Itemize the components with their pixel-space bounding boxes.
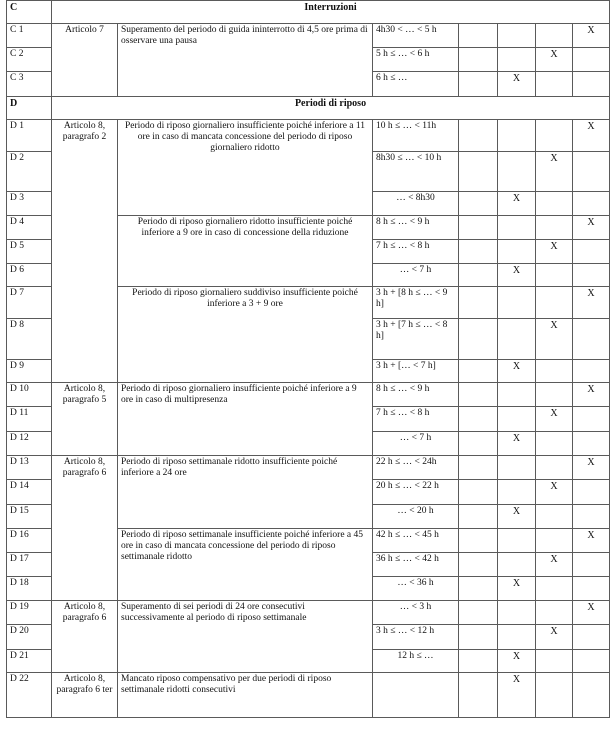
infringement-code: D 9 bbox=[7, 360, 52, 383]
severity-mark-3 bbox=[536, 529, 573, 553]
threshold-value: 3 h + [8 h ≤ … < 9 h] bbox=[373, 287, 459, 319]
severity-mark-2 bbox=[498, 216, 536, 240]
infringement-code: D 11 bbox=[7, 407, 52, 432]
table-row bbox=[7, 383, 610, 407]
threshold-value: 10 h ≤ … < 11h bbox=[373, 120, 459, 152]
severity-mark-1 bbox=[459, 601, 498, 625]
severity-mark-3: X bbox=[536, 480, 573, 505]
severity-mark-1 bbox=[459, 456, 498, 480]
severity-mark-2: X bbox=[498, 577, 536, 601]
infringement-code: D 3 bbox=[7, 192, 52, 216]
severity-mark-1 bbox=[459, 72, 498, 97]
infringement-code: D 1 bbox=[7, 120, 52, 152]
threshold-value: 20 h ≤ … < 22 h bbox=[373, 480, 459, 505]
table-row bbox=[7, 120, 610, 152]
severity-mark-3: X bbox=[536, 48, 573, 72]
infringement-code: D 20 bbox=[7, 625, 52, 650]
severity-mark-2 bbox=[498, 529, 536, 553]
threshold-value: … < 36 h bbox=[373, 577, 459, 601]
severity-mark-1 bbox=[459, 240, 498, 264]
threshold-value: 6 h ≤ … bbox=[373, 72, 459, 97]
threshold-value: 5 h ≤ … < 6 h bbox=[373, 48, 459, 72]
severity-mark-1 bbox=[459, 407, 498, 432]
severity-mark-2: X bbox=[498, 650, 536, 673]
section-title: Interruzioni bbox=[52, 1, 610, 24]
infringement-description: Periodo di riposo giornaliero suddiviso insufficiente poiché inferiore a 3 + 9 ore bbox=[118, 287, 373, 383]
infringement-code: D 18 bbox=[7, 577, 52, 601]
severity-mark-2: X bbox=[498, 505, 536, 529]
severity-mark-1 bbox=[459, 192, 498, 216]
severity-mark-2 bbox=[498, 601, 536, 625]
infringement-description: Periodo di riposo settimanale ridotto insufficiente poiché inferiore a 24 ore bbox=[118, 456, 373, 529]
infringement-code: C 1 bbox=[7, 24, 52, 48]
severity-mark-3 bbox=[536, 216, 573, 240]
severity-mark-2 bbox=[498, 287, 536, 319]
severity-mark-1 bbox=[459, 650, 498, 673]
severity-mark-2: X bbox=[498, 192, 536, 216]
infringement-code: D 15 bbox=[7, 505, 52, 529]
infringement-code: D 2 bbox=[7, 152, 52, 192]
severity-mark-3: X bbox=[536, 407, 573, 432]
severity-mark-2 bbox=[498, 319, 536, 360]
severity-mark-4 bbox=[573, 553, 610, 577]
severity-mark-1 bbox=[459, 577, 498, 601]
severity-mark-4: X bbox=[573, 601, 610, 625]
threshold-value: 36 h ≤ … < 42 h bbox=[373, 553, 459, 577]
severity-mark-2 bbox=[498, 152, 536, 192]
infringement-code: D 21 bbox=[7, 650, 52, 673]
section-header-row bbox=[7, 1, 610, 24]
severity-mark-4 bbox=[573, 673, 610, 718]
infringement-code: D 4 bbox=[7, 216, 52, 240]
infringement-code: C 3 bbox=[7, 72, 52, 97]
severity-mark-2 bbox=[498, 383, 536, 407]
infringement-code: D 8 bbox=[7, 319, 52, 360]
severity-mark-3: X bbox=[536, 553, 573, 577]
severity-mark-4: X bbox=[573, 383, 610, 407]
severity-mark-4 bbox=[573, 152, 610, 192]
article-reference: Articolo 8, paragrafo 6 bbox=[52, 456, 118, 601]
threshold-value: … < 7 h bbox=[373, 432, 459, 456]
severity-mark-4: X bbox=[573, 529, 610, 553]
infringement-code: D 14 bbox=[7, 480, 52, 505]
severity-mark-1 bbox=[459, 432, 498, 456]
severity-mark-4: X bbox=[573, 287, 610, 319]
document-page bbox=[6, 0, 609, 730]
severity-mark-3 bbox=[536, 432, 573, 456]
threshold-value bbox=[373, 673, 459, 718]
severity-mark-3 bbox=[536, 505, 573, 529]
severity-mark-4 bbox=[573, 505, 610, 529]
infringement-code: D 6 bbox=[7, 264, 52, 287]
severity-mark-1 bbox=[459, 152, 498, 192]
section-title: Periodi di riposo bbox=[52, 97, 610, 120]
severity-mark-4 bbox=[573, 360, 610, 383]
infringement-description: Superamento del periodo di guida ininterrotto di 4,5 ore prima di osservare una pausa bbox=[118, 24, 373, 97]
severity-mark-2 bbox=[498, 407, 536, 432]
severity-mark-1 bbox=[459, 383, 498, 407]
severity-mark-2 bbox=[498, 120, 536, 152]
severity-mark-2 bbox=[498, 48, 536, 72]
severity-mark-3 bbox=[536, 577, 573, 601]
section-header-row bbox=[7, 97, 610, 120]
severity-mark-4: X bbox=[573, 24, 610, 48]
severity-mark-1 bbox=[459, 287, 498, 319]
severity-mark-3 bbox=[536, 287, 573, 319]
threshold-value: 7 h ≤ … < 8 h bbox=[373, 407, 459, 432]
severity-mark-3 bbox=[536, 383, 573, 407]
severity-mark-4 bbox=[573, 650, 610, 673]
severity-mark-1 bbox=[459, 673, 498, 718]
severity-mark-4 bbox=[573, 480, 610, 505]
severity-mark-4 bbox=[573, 407, 610, 432]
severity-mark-2: X bbox=[498, 673, 536, 718]
severity-mark-2 bbox=[498, 553, 536, 577]
severity-mark-1 bbox=[459, 553, 498, 577]
severity-mark-4 bbox=[573, 264, 610, 287]
threshold-value: … < 3 h bbox=[373, 601, 459, 625]
threshold-value: 3 h ≤ … < 12 h bbox=[373, 625, 459, 650]
severity-mark-3 bbox=[536, 650, 573, 673]
severity-mark-2 bbox=[498, 456, 536, 480]
table-row bbox=[7, 24, 610, 48]
infringement-code: D 5 bbox=[7, 240, 52, 264]
table-row bbox=[7, 601, 610, 625]
infringement-code: D 19 bbox=[7, 601, 52, 625]
severity-mark-2 bbox=[498, 480, 536, 505]
infringement-description: Periodo di riposo settimanale insufficiente poiché inferiore a 45 ore in caso di mancata concessione del periodo di riposo settimanale ridotto bbox=[118, 529, 373, 601]
infringement-description: Periodo di riposo giornaliero ridotto insufficiente poiché inferiore a 9 ore in caso di concessione della riduzione bbox=[118, 216, 373, 287]
severity-mark-4 bbox=[573, 72, 610, 97]
severity-mark-3 bbox=[536, 601, 573, 625]
infringement-code: C 2 bbox=[7, 48, 52, 72]
threshold-value: 7 h ≤ … < 8 h bbox=[373, 240, 459, 264]
severity-mark-2: X bbox=[498, 264, 536, 287]
infringement-description: Mancato riposo compensativo per due periodi di riposo settimanale ridotti consecutivi bbox=[118, 673, 373, 718]
infringement-code: D 13 bbox=[7, 456, 52, 480]
severity-mark-3: X bbox=[536, 625, 573, 650]
section-code: D bbox=[7, 97, 52, 120]
infringement-code: D 22 bbox=[7, 673, 52, 718]
article-reference: Articolo 7 bbox=[52, 24, 118, 97]
severity-mark-3 bbox=[536, 264, 573, 287]
severity-mark-2 bbox=[498, 24, 536, 48]
severity-mark-1 bbox=[459, 360, 498, 383]
infringement-code: D 7 bbox=[7, 287, 52, 319]
severity-mark-3 bbox=[536, 24, 573, 48]
severity-mark-2 bbox=[498, 625, 536, 650]
severity-mark-2: X bbox=[498, 360, 536, 383]
severity-mark-1 bbox=[459, 480, 498, 505]
threshold-value: 3 h + [7 h ≤ … < 8 h] bbox=[373, 319, 459, 360]
severity-mark-4 bbox=[573, 319, 610, 360]
severity-mark-4: X bbox=[573, 456, 610, 480]
article-reference: Articolo 8, paragrafo 6 bbox=[52, 601, 118, 673]
table-row bbox=[7, 456, 610, 480]
severity-mark-1 bbox=[459, 24, 498, 48]
severity-mark-1 bbox=[459, 319, 498, 360]
severity-mark-3 bbox=[536, 120, 573, 152]
severity-mark-3: X bbox=[536, 152, 573, 192]
threshold-value: 12 h ≤ … bbox=[373, 650, 459, 673]
threshold-value: 42 h ≤ … < 45 h bbox=[373, 529, 459, 553]
infringement-code: D 17 bbox=[7, 553, 52, 577]
threshold-value: … < 20 h bbox=[373, 505, 459, 529]
section-code: C bbox=[7, 1, 52, 24]
article-reference: Articolo 8, paragrafo 6 ter bbox=[52, 673, 118, 718]
severity-mark-3 bbox=[536, 72, 573, 97]
infringement-code: D 10 bbox=[7, 383, 52, 407]
infringement-description: Superamento di sei periodi di 24 ore consecutivi successivamente al periodo di riposo settimanale bbox=[118, 601, 373, 673]
table-row bbox=[7, 673, 610, 718]
severity-mark-4 bbox=[573, 432, 610, 456]
infringement-code: D 12 bbox=[7, 432, 52, 456]
severity-mark-3 bbox=[536, 192, 573, 216]
severity-mark-2: X bbox=[498, 72, 536, 97]
threshold-value: 3 h + [… < 7 h] bbox=[373, 360, 459, 383]
threshold-value: 8 h ≤ … < 9 h bbox=[373, 383, 459, 407]
severity-mark-1 bbox=[459, 120, 498, 152]
severity-mark-4: X bbox=[573, 120, 610, 152]
severity-mark-4 bbox=[573, 577, 610, 601]
threshold-value: 8 h ≤ … < 9 h bbox=[373, 216, 459, 240]
severity-mark-3: X bbox=[536, 240, 573, 264]
severity-mark-3 bbox=[536, 360, 573, 383]
severity-mark-1 bbox=[459, 216, 498, 240]
infringement-table bbox=[6, 0, 610, 718]
infringement-description: Periodo di riposo giornaliero insufficiente poiché inferiore a 11 ore in caso di mancata concessione del periodo di riposo giornaliero ridotto bbox=[118, 120, 373, 216]
severity-mark-4 bbox=[573, 48, 610, 72]
article-reference: Articolo 8, paragrafo 5 bbox=[52, 383, 118, 456]
article-reference: Articolo 8, paragrafo 2 bbox=[52, 120, 118, 383]
severity-mark-4 bbox=[573, 625, 610, 650]
severity-mark-4: X bbox=[573, 216, 610, 240]
threshold-value: … < 7 h bbox=[373, 264, 459, 287]
severity-mark-3: X bbox=[536, 319, 573, 360]
severity-mark-4 bbox=[573, 192, 610, 216]
severity-mark-4 bbox=[573, 240, 610, 264]
severity-mark-2 bbox=[498, 240, 536, 264]
threshold-value: 22 h ≤ … < 24h bbox=[373, 456, 459, 480]
infringement-description: Periodo di riposo giornaliero insufficiente poiché inferiore a 9 ore in caso di multipresenza bbox=[118, 383, 373, 456]
threshold-value: … < 8h30 bbox=[373, 192, 459, 216]
threshold-value: 4h30 < … < 5 h bbox=[373, 24, 459, 48]
threshold-value: 8h30 ≤ … < 10 h bbox=[373, 152, 459, 192]
severity-mark-1 bbox=[459, 48, 498, 72]
severity-mark-3 bbox=[536, 673, 573, 718]
infringement-code: D 16 bbox=[7, 529, 52, 553]
severity-mark-2: X bbox=[498, 432, 536, 456]
severity-mark-1 bbox=[459, 264, 498, 287]
severity-mark-1 bbox=[459, 505, 498, 529]
severity-mark-1 bbox=[459, 529, 498, 553]
severity-mark-1 bbox=[459, 625, 498, 650]
severity-mark-3 bbox=[536, 456, 573, 480]
